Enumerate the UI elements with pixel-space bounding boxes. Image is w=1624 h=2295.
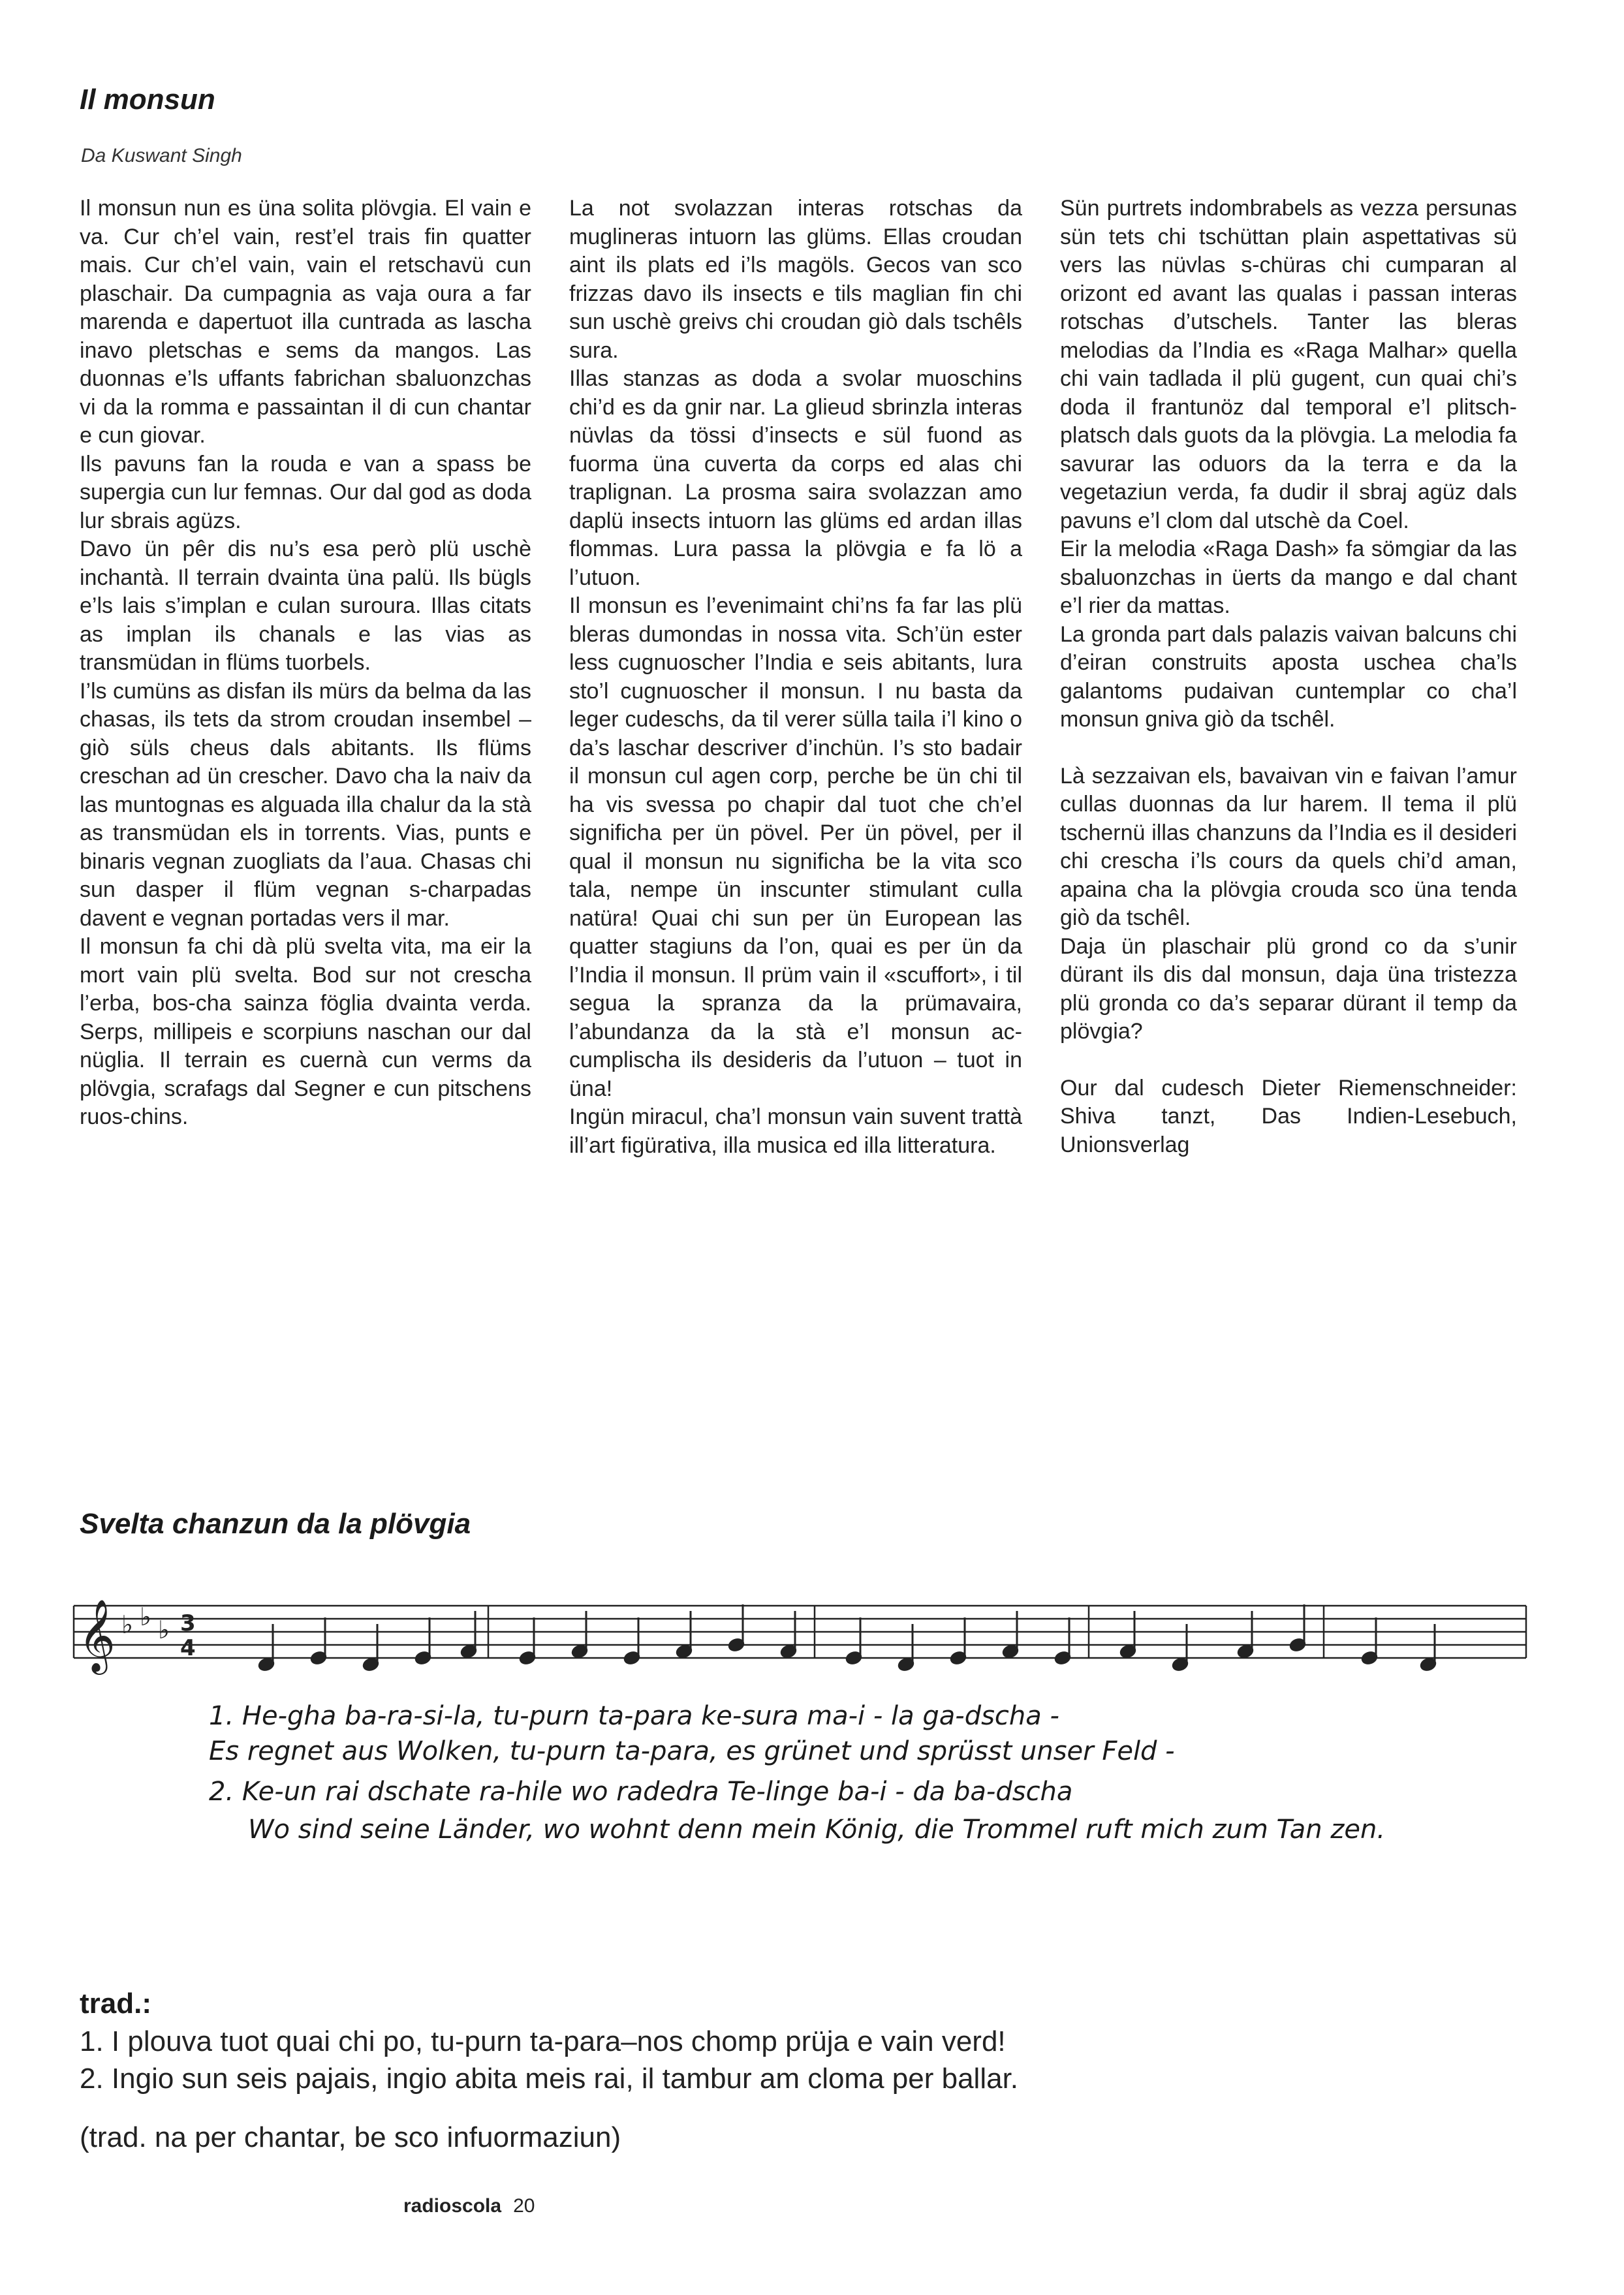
paragraph: Illas stanzas as doda a svolar muoschins chi’d es da gnir nar. La glieud sbrinzla interas nüvlas da tössi d’insects e sül fuond as fuorma üna cuverta da corps ed alas chi traplignan. La prosma saira svolazzan amo daplü insects intuorn las glüms ed ardan illas flommas. Lura passa la plövgia e fa lö a l’utuon.	[569, 366, 1022, 590]
paragraph: Là sezzaivan els, bavaivan vin e faivan l’amur cullas duonnas da lur harem. Il tema il plü tschernü illas chanzuns da l’India es il desideri chi crescha i’ls cours da quels chi’d aman, apaina cha la plövgia crouda sco üna tenda giò da tschêl.	[1060, 763, 1517, 930]
paragraph: Ingün miracul, cha’l monsun vain suvent trattà ill’art figürativa, illa musica ed illa litteratura.	[569, 1104, 1022, 1158]
time-signature: 4	[180, 1635, 196, 1661]
source-credit: Our dal cudesch Dieter Riemenschneider: Shiva tanzt, Das Indien-Lesebuch, Unionsverlag	[1060, 1075, 1517, 1157]
translation-note: (trad. na per chantar, be sco infuormaziun)	[80, 2121, 621, 2153]
paragraph: Sün purtrets indombrabels as vezza persunas sün tets chi tschüttan plain aspettativas sü vers las nüvlas s-chüras chi cumparan al orizont ed avant las qualas i passan interas rotschas d’utschels. Tanter las bleras melodias da l’India es «Raga Malhar» quella chi vain tadlada il plü gugent, cun quai chi’s doda il frantunöz dal temporal e’l plitsch-platsch dals guots da la plövgia. La melodia fa savurar las oduors da la terra e da la vegetaziun verda, fa dudir il sbraj agüz dals pavuns e’l clom dal utschè da Coel.	[1060, 196, 1517, 533]
lyric-line: Es regnet aus Wolken, tu-purn ta-para, es grünet und sprüsst unser Feld -	[209, 1736, 1175, 1766]
page-number: 20	[513, 2195, 535, 2217]
translation-line: 2. Ingio sun seis pajais, ingio abita meis rai, il tambur am cloma per ballar.	[80, 2063, 1019, 2095]
song-title: Svelta chanzun da la plövgia	[80, 1508, 471, 1540]
flat-icon: ♭	[140, 1602, 151, 1631]
treble-clef-icon: 𝄞	[78, 1599, 116, 1672]
text-column-2	[569, 195, 1022, 1160]
publication-name: radioscola	[403, 2195, 502, 2217]
lyric-line: Wo sind seine Länder, wo wohnt denn mein König, die Trommel ruft mich zum Tan zen.	[248, 1815, 1386, 1845]
paragraph: La not svolazzan interas rotschas da muglineras intuorn las glüms. Ellas croudan aint ils plats ed i’ls magöls. Gecos van sco frizzas davo ils insects e tils maglian fin chi sun uschè greivs chi croudan giò dals tschêls sura.	[569, 196, 1022, 363]
translation-label: trad.:	[80, 1988, 151, 2020]
lyric-line: 2. Ke-un rai dschate ra-hile wo radedra Te-linge ba-i - da ba-dscha	[209, 1777, 1073, 1807]
article-author: Da Kuswant Singh	[81, 145, 242, 166]
lyric-line: 1. He-gha ba-ra-si-la, tu-purn ta-para ke-sura ma-i - la ga-dscha -	[209, 1701, 1059, 1731]
paragraph: Il monsun es l’evenimaint chi’ns fa far las plü bleras dumondas in nossa vita. Sch’ün ester less cugnuoscher l’India e seis abitants, lura sto’l cugnuoscher il monsun. I nu basta da leger cudeschs, da til verer sülla taila i’l kino o da’s laschar descriver d’inchün. I’s sto badair il monsun cul agen corp, perche be ün chi til ha vis svessa po chapir dal tuot che ch’el significha per ün pövel. Per ün pövel, per il qual il monsun nu significha be la vita sco tala, nempe ün inscunter stimulant culla natüra! Quai chi sun per ün European las quatter stagiuns da l’on, quai es per ün da l’India il monsun. Il prüm vain il «scuffort», i til segua la spranza da la prümavaira, l’abundanza da la stà e’l monsun accumplischa ils desideris da l’utuon – tuot in üna!	[569, 593, 1022, 1101]
paragraph: Davo ün pêr dis nu’s esa però plü uschè inchantà. Il terrain dvainta üna palü. Ils bügls e’ls lais s’implan e culan suroura. Illas citats as implan ils chanals e las vias as transmüdan in flüms tuorbels.	[80, 537, 531, 675]
paragraph: Daja ün plaschair plü grond co da s’unir dürant ils dis dal monsun, daja üna tristezza plü gronda co da’s separar dürant il temp da plövgia?	[1060, 933, 1517, 1044]
translation-line: 1. I plouva tuot quai chi po, tu-purn ta-para–nos chomp prüja e vain verd!	[80, 2025, 1006, 2057]
paragraph: La gronda part dals palazis vaivan balcuns chi d’eiran construits aposta uschea cha’ls galantoms pudaivan cuntemplar co cha’l monsun gniva giò da tschêl.	[1060, 621, 1517, 732]
paragraph: I’ls cumüns as disfan ils mürs da belma da las chasas, ils tets da strom croudan insembel – giò süls cheus dals abitants. Ils flüms creschan ad ün crescher. Davo cha la naiv da las muntognas es alguada illa chalur da la stà as transmüdan els in torrents. Vias, punts e binaris vegnan zuogliats da l’aua. Chasas chi sun dasper il flüm vegnan s-charpadas davent e vegnan portadas vers il mar.	[80, 678, 531, 931]
melody-notes	[258, 1604, 1437, 1672]
page-footer	[403, 2195, 535, 2217]
flat-icon: ♭	[121, 1610, 133, 1639]
flat-icon: ♭	[158, 1616, 170, 1644]
text-column-1	[80, 195, 531, 1132]
text-column-3	[1060, 195, 1517, 1159]
time-signature: 3	[180, 1610, 196, 1636]
paragraph: Ils pavuns fan la rouda e van a spass be supergia cun lur femnas. Our dal god as doda lur sbrais agüzs.	[80, 451, 531, 533]
paragraph: Eir la melodia «Raga Dash» fa sömgiar da las sbaluonzchas in üerts da mango e dal chant e’l rier da mattas.	[1060, 537, 1517, 618]
paragraph: Il monsun nun es üna solita plövgia. El vain e va. Cur ch’el vain, rest’el trais fin quatter mais. Cur ch’el vain, vain el retschavü cun plaschair. Da cumpagnia as vaja oura a far marenda e dapertuot illa cuntrada as lascha inavo pletschas e sems da mangos. Las duonnas e’ls uffants fabrichan sbaluonzchas vi da la romma e passaintan il di cun chantar e cun giovar.	[80, 196, 531, 448]
paragraph: Il monsun fa chi dà plü svelta vita, ma eir la mort vain plü svelta. Bod sur not crescha l’erba, bos-cha sainza föglia dvainta verda. Serps, millipeis e scorpiuns naschan our dal nüglia. Il terrain es cuernà cun verms da plövgia, scrafags dal Segner e cun pitschens ruos-chins.	[80, 934, 531, 1129]
article-title: Il monsun	[80, 84, 215, 116]
